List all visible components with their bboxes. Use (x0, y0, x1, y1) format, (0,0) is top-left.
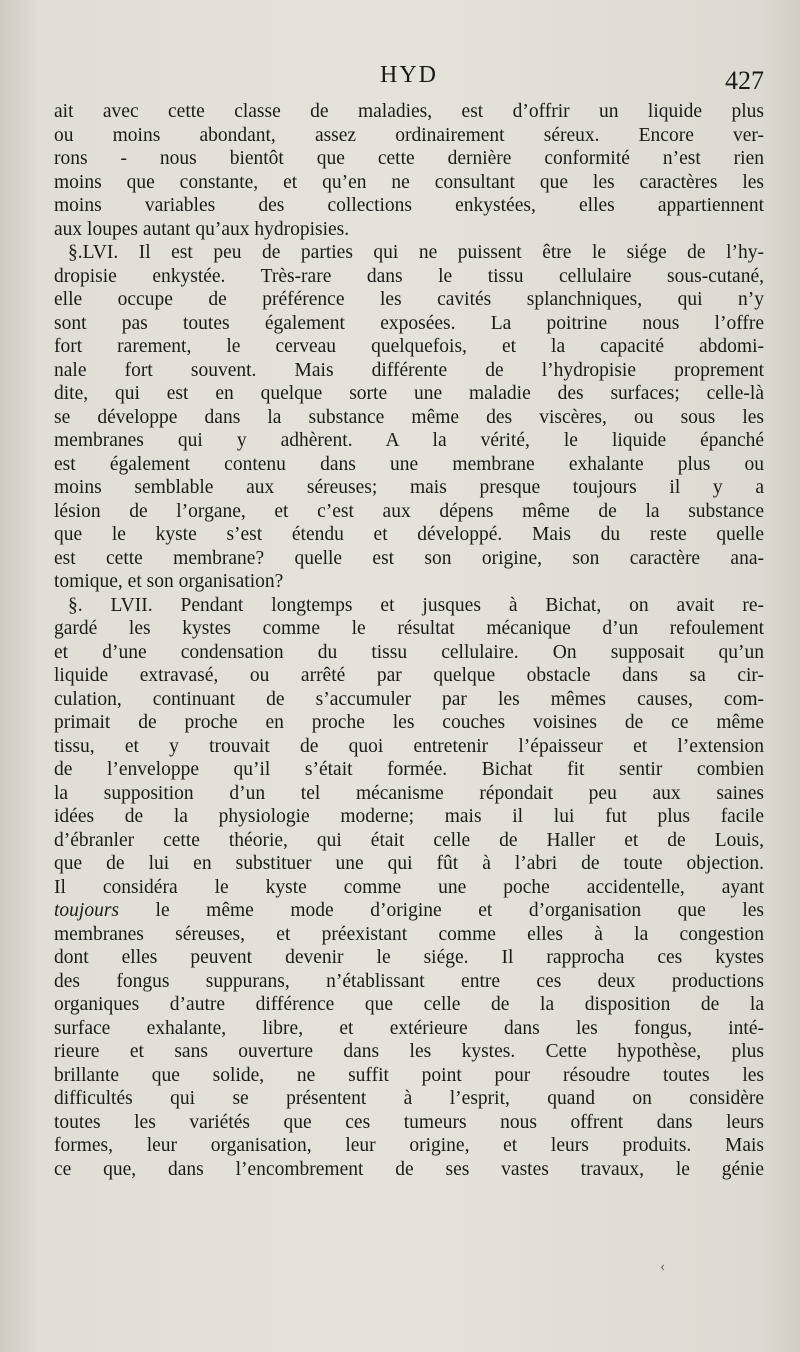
text-line: membranes séreuses, et préexistant comme elles à la congestion (54, 923, 764, 945)
text-line: que le kyste s’est étendu et développé. Mais du reste quelle (54, 524, 764, 545)
text-line: nale fort souvent. Mais différente de l’hydropisie proprement (54, 359, 764, 381)
text-line: tissu, et y trouvait de quoi entretenir l’épaisseur et l’extension (54, 735, 764, 757)
text-line: est cette membrane? quelle est son origine, son caractère ana- (54, 547, 764, 569)
text-line: elle occupe de préférence les cavités splanchniques, qui n’y (54, 289, 764, 310)
body-text (54, 100, 764, 1181)
text-line: moins semblable aux séreuses; mais presque toujours il y a (54, 477, 764, 498)
text-line: difficultés qui se présentent à l’esprit, quand on considère (54, 1088, 764, 1109)
text-line: primait de proche en proche les couches voisines de ce même (54, 712, 764, 733)
text-line: tomique, et son organisation? (54, 571, 284, 592)
text-line: brillante que solide, ne suffit point pour résoudre toutes les (54, 1064, 764, 1086)
text-line: dite, qui est en quelque sorte une maladie des surfaces; celle-là (54, 383, 764, 404)
text-line: Il considéra le kyste comme une poche accidentelle, ayant (54, 876, 764, 898)
text-line: lésion de l’organe, et c’est aux dépens même de la substance (54, 500, 764, 522)
text-line: moins que constante, et qu’en ne consultant que les caractères les (54, 171, 764, 193)
text-line: liquide extravasé, ou arrêté par quelque obstacle dans sa cir- (54, 665, 764, 686)
running-title: HYD (380, 62, 438, 88)
text-line: §.LVI. Il est peu de parties qui ne puissent être le siége de l’hy- (68, 242, 764, 263)
text-line: formes, leur organisation, leur origine, et leurs produits. Mais (54, 1135, 764, 1156)
text-line: gardé les kystes comme le résultat mécanique d’un refoulement (54, 618, 764, 639)
page-number: 427 (725, 66, 764, 95)
text-line: surface exhalante, libre, et extérieure dans les fongus, inté- (54, 1017, 764, 1039)
margin-mark: ‹ (660, 1258, 666, 1275)
text-line: fort rarement, le cerveau quelquefois, et la capacité abdomi- (54, 336, 764, 357)
text-line: culation, continuant de s’accumuler par les mêmes causes, com- (54, 688, 764, 710)
page-header (54, 60, 764, 100)
text-line: ou moins abondant, assez ordinairement séreux. Encore ver- (54, 124, 764, 146)
text-line: rieure et sans ouverture dans les kystes. Cette hypothèse, plus (54, 1041, 764, 1062)
text-line: que de lui en substituer une qui fût à l’abri de toute objection. (54, 853, 764, 874)
text-line: est également contenu dans une membrane exhalante plus ou (54, 453, 764, 475)
text-line: sont pas toutes également exposées. La poitrine nous l’offre (54, 312, 764, 334)
text-line: dropisie enkystée. Très-rare dans le tissu cellulaire sous-cutané, (54, 265, 764, 287)
text-line: idées de la physiologie moderne; mais il lui fut plus facile (54, 806, 764, 827)
text-line: toutes les variétés que ces tumeurs nous offrent dans leurs (54, 1111, 764, 1133)
text-line: d’ébranler cette théorie, qui était celle de Haller et de Louis, (54, 829, 764, 851)
text-line: de l’enveloppe qu’il s’était formée. Bichat fit sentir combien (54, 759, 764, 780)
text-line: moins variables des collections enkystées, elles appartiennent (54, 195, 764, 216)
text-line: des fongus suppurans, n’établissant entre ces deux productions (54, 970, 764, 992)
text-line: et d’une condensation du tissu cellulaire. On supposait qu’un (54, 641, 764, 663)
text-line: aux loupes autant qu’aux hydropisies. (54, 218, 350, 240)
text-line: dont elles peuvent devenir le siége. Il rapprocha ces kystes (54, 947, 764, 968)
text-line: se développe dans la substance même des viscères, ou sous les (54, 406, 764, 428)
text-line: organiques d’autre différence que celle de la disposition de la (54, 994, 764, 1015)
text-line: la supposition d’un tel mécanisme répondait peu aux saines (54, 782, 764, 804)
text-line: toujours le même mode d’origine et d’organisation que les (54, 900, 764, 921)
text-line: rons - nous bientôt que cette dernière conformité n’est rien (54, 148, 764, 169)
text-line: ce que, dans l’encombrement de ses vastes travaux, le génie (54, 1158, 764, 1180)
text-line: ait avec cette classe de maladies, est d’offrir un liquide plus (54, 101, 764, 122)
text-line: §. LVII. Pendant longtemps et jusques à Bichat, on avait re- (68, 594, 764, 616)
text-line: membranes qui y adhèrent. A la vérité, le liquide épanché (54, 430, 764, 451)
